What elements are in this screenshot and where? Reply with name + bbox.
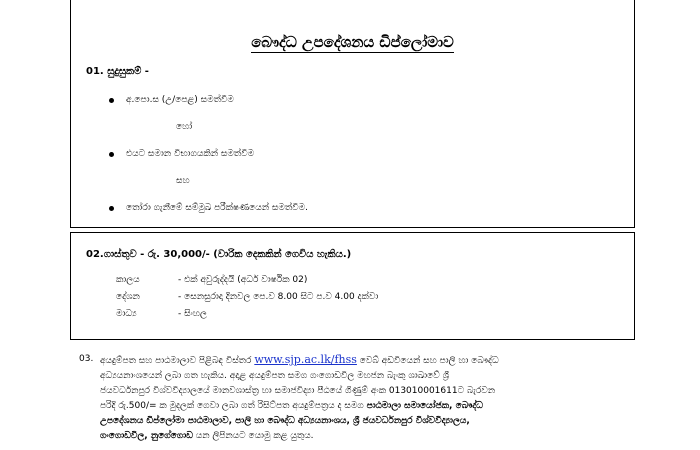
qualification-item: අ.පො.ස (උ/පෙළ) සමත්වීම bbox=[109, 95, 234, 105]
paragraph-number: 03. bbox=[79, 354, 94, 364]
connector-and: සහ bbox=[176, 176, 190, 186]
page-title: බෞද්ධ උපදේශනය ඩිප්ලෝමාව bbox=[251, 33, 454, 51]
bullet-icon bbox=[109, 152, 114, 157]
qualifications-heading: 01. සුදුසුකම් - bbox=[86, 66, 149, 77]
bullet-icon bbox=[109, 98, 114, 103]
application-paragraph: 03. අයදුම්පත සහ පාඨමාලාව පිළිබඳ විස්තර www.sjp.ac.lk/fhss වෙබ් අඩවියෙන් සහ පාලි හා බෞද්ධ අධ්‍යයනාංශයෙන් ලබා ගත හැකිය. අදාළ අයදුම්පත සමග ගංගොඩවිල මහජන බැංකු ශාඛාවේ ශ්‍රී ජයවර්ධනපුර විශ්වවිද්‍යාලයේ මානවශාස්ත්‍ර හා සමාජවිද්‍යා පීඨයේ ගිණුම් අංක 013010001611ට බැරවන පරිදි රු.500/= ක මුදලක් ගෙවා ලබා ගත් රිසිට්පත අයදුම්පත්‍රය ද සමග පාඨමාලා සමායෝජක, බෞද්ධ උපදේශනය ඩිප්ලෝමා පාඨමාලාව, පාලි හා බෞද්ධ අධ්‍යයනාංශය, ශ්‍රී ජයවර්ධනපුර විශ්වවිද්‍යාලය, ගංගොඩවිල, නුගේගොඩ යන ලිපිනයට යොමු කළ යුතුය. bbox=[79, 353, 499, 441]
detail-row-duration: කාලය - එක් අවුරුද්දයි (අර්ධ වාර්ෂික 02) bbox=[116, 275, 308, 285]
bullet-icon bbox=[109, 206, 114, 211]
detail-row-medium: මාධ්‍ය - සිංහල bbox=[116, 309, 207, 319]
qualification-item: තෝරා ගැනීමේ සම්මුඛ පරීක්ෂණයෙන් සමත්වීම. bbox=[109, 203, 308, 213]
detail-row-lectures: දේශන - සෙනසුරාදා දිනවල පෙ.ව 8.00 සිට ප.ව 4.00 දක්වා bbox=[116, 292, 379, 302]
connector-or: හෝ bbox=[176, 122, 193, 132]
fees-heading: 02.ගාස්තුව - රු. 30,000/- (වාරික දෙකකින් ගෙවිය හැකිය.) bbox=[86, 249, 352, 260]
qualification-item: එයට සමාන විභාගයකින් සමත්වීම bbox=[109, 149, 254, 159]
fees-panel bbox=[70, 232, 635, 340]
qualifications-panel bbox=[70, 0, 635, 228]
faculty-website-link[interactable]: www.sjp.ac.lk/fhss bbox=[254, 353, 357, 366]
